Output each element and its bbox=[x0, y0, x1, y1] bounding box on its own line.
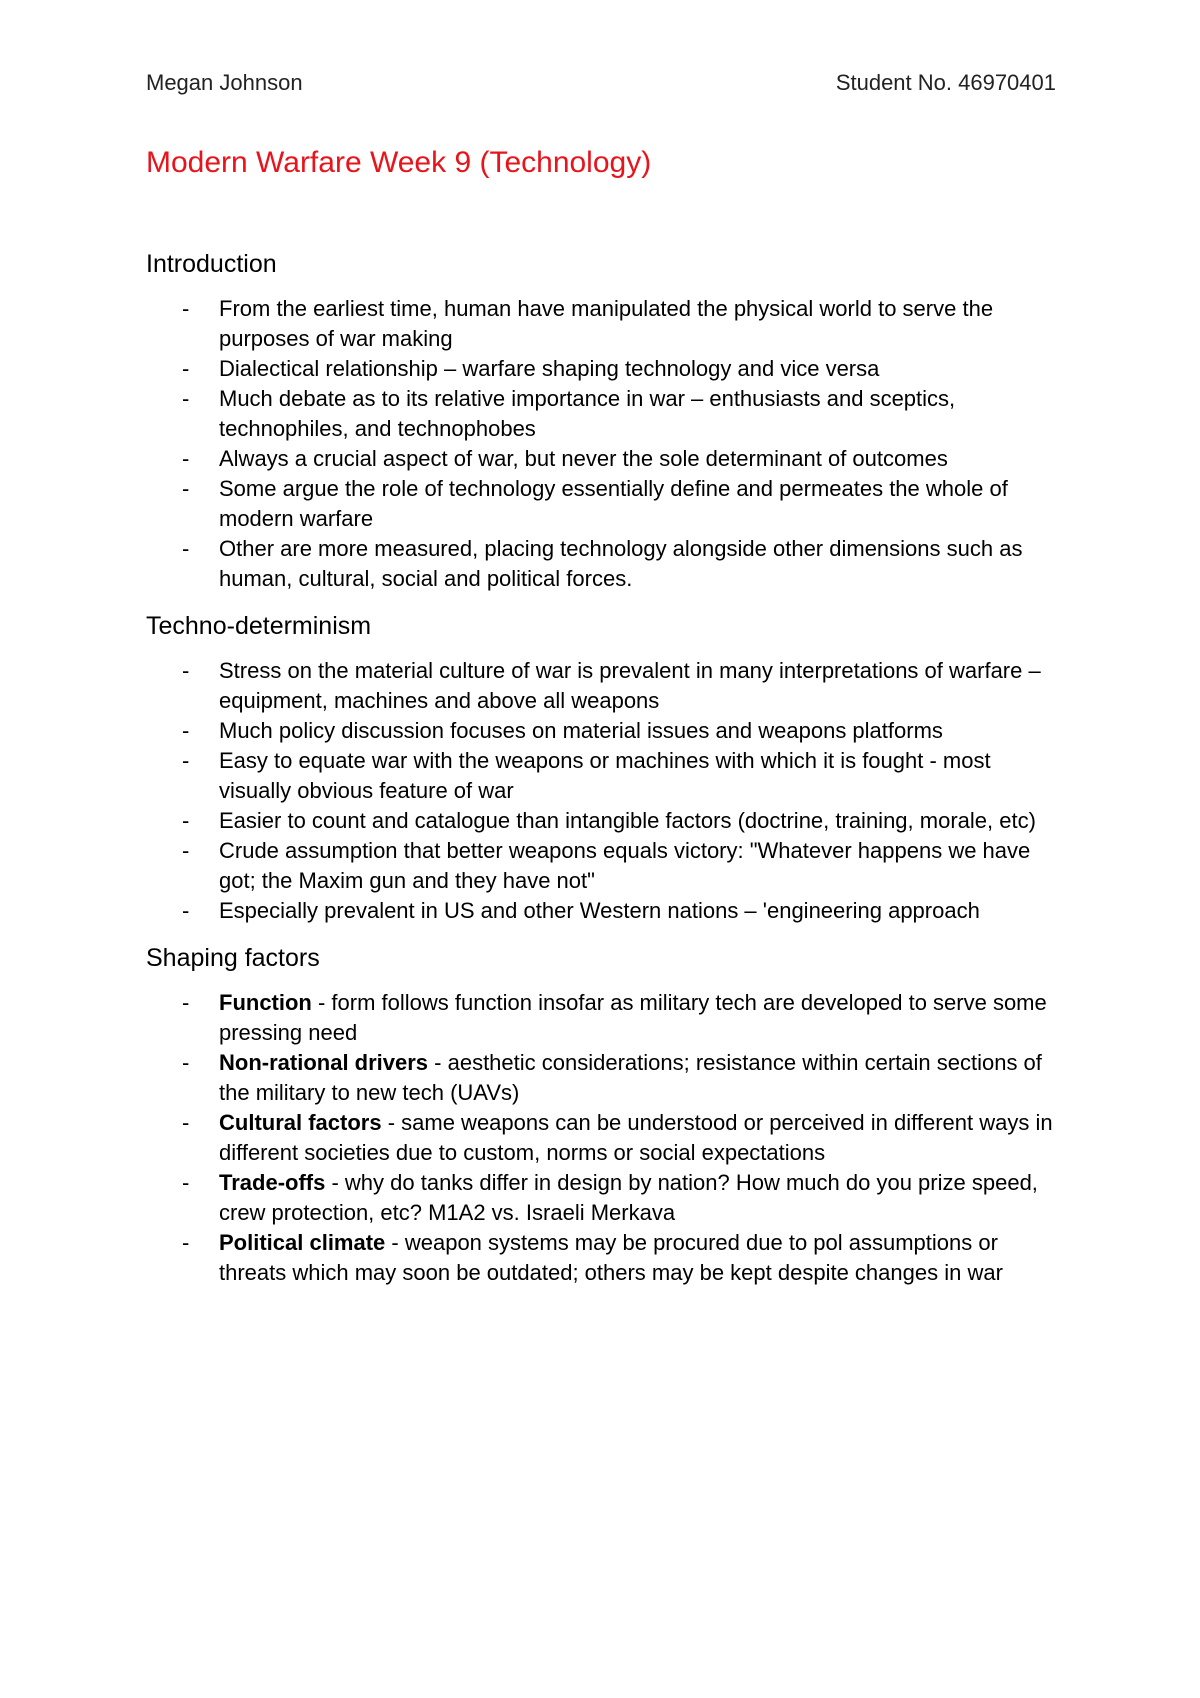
list-item-text: Easier to count and catalogue than intangible factors (doctrine, training, morale, etc) bbox=[219, 808, 1036, 833]
list-item-text: Especially prevalent in US and other Western nations – 'engineering approach bbox=[219, 898, 980, 923]
document-header bbox=[146, 70, 1056, 100]
bullet-dash: - bbox=[182, 990, 190, 1015]
list-item bbox=[146, 534, 1056, 594]
list-item-text: - same weapons can be understood or perceived in different ways in different societies due to custom, norms or social expectations bbox=[219, 1110, 1053, 1165]
list-item-text: - form follows function insofar as military tech are developed to serve some pressing need bbox=[219, 990, 1047, 1045]
list-item bbox=[146, 1168, 1056, 1228]
list-item-text: Other are more measured, placing technology alongside other dimensions such as human, cultural, social and political forces. bbox=[219, 536, 1023, 591]
list-item-text: Easy to equate war with the weapons or machines with which it is fought - most visually obvious feature of war bbox=[219, 748, 991, 803]
student-number: Student No. 46970401 bbox=[835, 70, 1056, 95]
author-name: Megan Johnson bbox=[146, 70, 303, 95]
bullet-dash: - bbox=[182, 446, 190, 471]
bullet-dash: - bbox=[182, 838, 190, 863]
bullet-dash: - bbox=[182, 1050, 190, 1075]
section-heading: Techno-determinism bbox=[146, 612, 372, 640]
list-item-term: Cultural factors bbox=[219, 1110, 382, 1135]
list-item bbox=[146, 1228, 1056, 1288]
list-item-text: Much debate as to its relative importance in war – enthusiasts and sceptics, technophiles, and technophobes bbox=[219, 386, 956, 441]
list-item-term: Trade-offs bbox=[219, 1170, 326, 1195]
list-item bbox=[146, 294, 1056, 354]
list-item-text: Dialectical relationship – warfare shaping technology and vice versa bbox=[219, 356, 880, 381]
bullet-dash: - bbox=[182, 748, 190, 773]
list-item bbox=[146, 444, 1056, 474]
section-introduction bbox=[146, 248, 1056, 594]
bullet-dash: - bbox=[182, 898, 190, 923]
list-item bbox=[146, 806, 1056, 836]
bullet-list bbox=[146, 656, 1056, 926]
document-body bbox=[146, 248, 1056, 1304]
bullet-dash: - bbox=[182, 296, 190, 321]
list-item-text: Stress on the material culture of war is prevalent in many interpretations of warfare – equipment, machines and above all weapons bbox=[219, 658, 1041, 713]
bullet-list bbox=[146, 294, 1056, 594]
list-item-text: Always a crucial aspect of war, but never the sole determinant of outcomes bbox=[219, 446, 948, 471]
list-item bbox=[146, 716, 1056, 746]
bullet-dash: - bbox=[182, 476, 190, 501]
section-shaping-factors bbox=[146, 942, 1056, 1288]
list-item bbox=[146, 1048, 1056, 1108]
list-item-text: Much policy discussion focuses on material issues and weapons platforms bbox=[219, 718, 943, 743]
list-item bbox=[146, 836, 1056, 896]
bullet-dash: - bbox=[182, 536, 190, 561]
list-item bbox=[146, 746, 1056, 806]
bullet-list bbox=[146, 988, 1056, 1288]
list-item bbox=[146, 988, 1056, 1048]
list-item-term: Political climate bbox=[219, 1230, 386, 1255]
bullet-dash: - bbox=[182, 356, 190, 381]
bullet-dash: - bbox=[182, 718, 190, 743]
list-item-term: Function bbox=[219, 990, 312, 1015]
list-item bbox=[146, 896, 1056, 926]
list-item bbox=[146, 1108, 1056, 1168]
section-techno-determinism bbox=[146, 610, 1056, 926]
list-item-text: - aesthetic considerations; resistance within certain sections of the military to new tech (UAVs) bbox=[219, 1050, 1042, 1105]
list-item-text: Some argue the role of technology essentially define and permeates the whole of modern warfare bbox=[219, 476, 1008, 531]
list-item bbox=[146, 656, 1056, 716]
list-item-text: From the earliest time, human have manipulated the physical world to serve the purposes of war making bbox=[219, 296, 994, 351]
list-item bbox=[146, 474, 1056, 534]
document-title: Modern Warfare Week 9 (Technology) bbox=[146, 146, 652, 179]
bullet-dash: - bbox=[182, 658, 190, 683]
bullet-dash: - bbox=[182, 1230, 190, 1255]
bullet-dash: - bbox=[182, 1170, 190, 1195]
list-item-text: - why do tanks differ in design by nation? How much do you prize speed, crew protection, etc? M1A2 vs. Israeli Merkava bbox=[219, 1170, 1038, 1225]
bullet-dash: - bbox=[182, 386, 190, 411]
list-item-text: - weapon systems may be procured due to pol assumptions or threats which may soon be outdated; others may be kept despite changes in war bbox=[219, 1230, 1003, 1285]
list-item bbox=[146, 354, 1056, 384]
section-heading: Introduction bbox=[146, 250, 277, 278]
bullet-dash: - bbox=[182, 1110, 190, 1135]
list-item-term: Non-rational drivers bbox=[219, 1050, 429, 1075]
list-item-text: Crude assumption that better weapons equals victory: "Whatever happens we have got; the Maxim gun and they have not" bbox=[219, 838, 1031, 893]
list-item bbox=[146, 384, 1056, 444]
bullet-dash: - bbox=[182, 808, 190, 833]
section-heading: Shaping factors bbox=[146, 944, 320, 972]
